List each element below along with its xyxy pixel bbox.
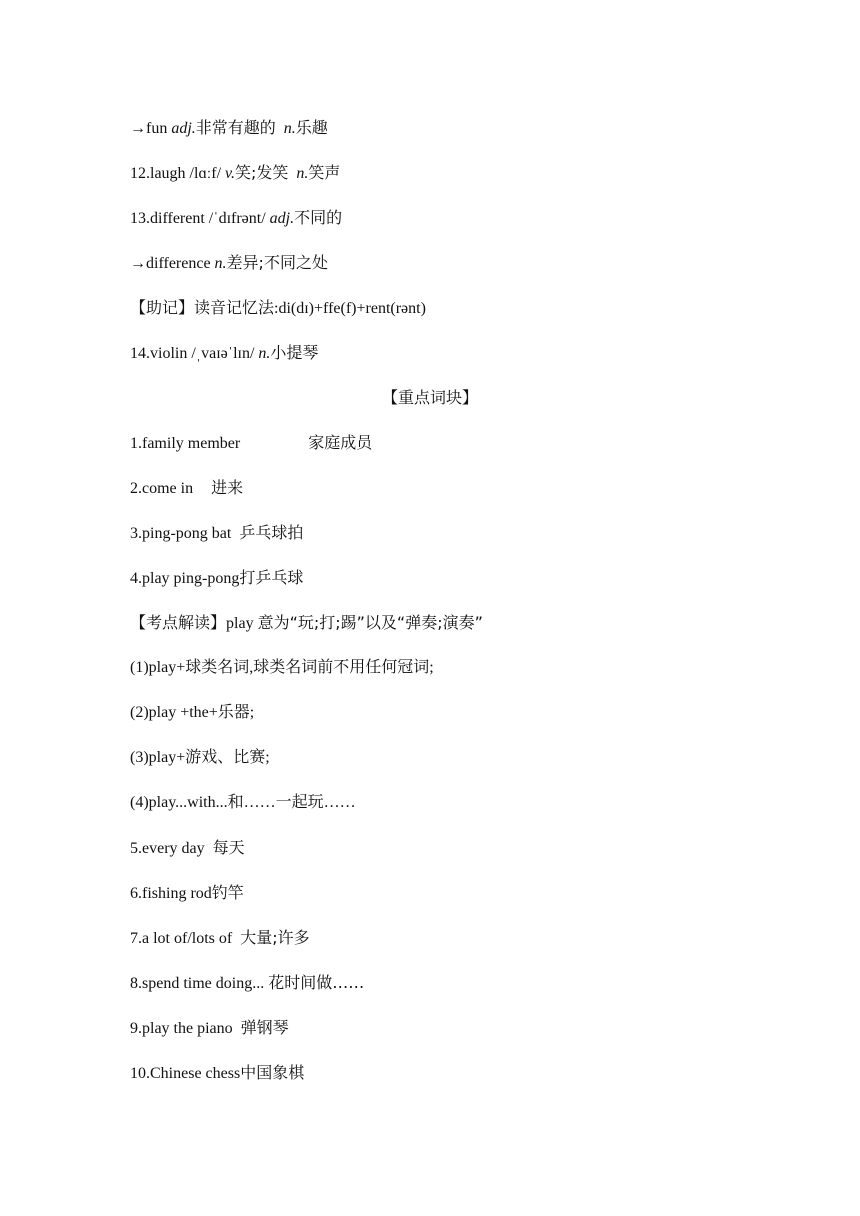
vocab-fun-pos-n: n. [283, 120, 296, 137]
phrase-8-cn: 花时间做…… [268, 973, 365, 992]
vocab-fun-word: →fun [130, 120, 172, 137]
vocab-laugh-word: 12.laugh /lɑːf/ [130, 165, 226, 182]
phrase-3 [130, 523, 303, 544]
vocab-fun-meaning-n: 乐趣 [295, 118, 328, 137]
phrase-1 [130, 433, 372, 454]
explain-head-en: play [226, 615, 258, 632]
explain-label: 【考点解读】 [130, 613, 227, 632]
phrase-10-en: 10.Chinese chess [130, 1065, 241, 1082]
phrase-2-en: 2.come in [130, 480, 194, 497]
phrase-5 [130, 838, 245, 859]
phrase-7-cn: 大量;许多 [240, 928, 310, 947]
vocab-laugh-pos-v: v. [225, 165, 235, 182]
explain-heading [130, 613, 483, 634]
vocab-different-meaning: 不同的 [294, 208, 343, 227]
phrase-1-cn: 家庭成员 [308, 433, 373, 452]
phrase-9-en: 9.play the piano [130, 1020, 233, 1037]
explain-rule-1: (1)play+球类名词,球类名词前不用任何冠词; [130, 659, 434, 676]
phrase-9-cn: 弹钢琴 [240, 1018, 289, 1037]
phrase-4-en: 4.play ping-pong [130, 570, 240, 587]
phrase-4-cn: 打乒乓球 [239, 568, 304, 587]
explain-head-cn: 意为“玩;打;踢”以及“弹奏;演奏” [257, 613, 483, 632]
phrase-5-cn: 每天 [212, 838, 245, 857]
vocab-fun-meaning-adj: 非常有趣的 [195, 118, 276, 137]
vocab-difference-pos: n. [214, 255, 227, 272]
phrase-3-cn: 乒乓球拍 [239, 523, 304, 542]
explain-rule-4: (4)play...with...和……一起玩…… [130, 794, 356, 811]
vocab-laugh-meaning-n: 笑声 [308, 163, 341, 182]
phrase-9 [130, 1018, 289, 1039]
phrase-2 [130, 478, 243, 499]
vocab-different-word: 13.different /ˈdɪfrənt/ [130, 210, 270, 227]
vocab-violin-pos: n. [258, 345, 271, 362]
vocab-different [130, 208, 342, 229]
phrase-4 [130, 568, 303, 589]
phrase-6-cn: 钓竿 [211, 883, 244, 902]
phrase-1-en: 1.family member [130, 435, 241, 452]
phrase-3-en: 3.ping-pong bat [130, 525, 232, 542]
vocab-fun-pos-adj: adj. [171, 120, 196, 137]
phrase-6 [130, 883, 244, 904]
phrase-5-en: 5.every day [130, 840, 205, 857]
phrase-8 [130, 973, 364, 994]
vocab-difference-word: →difference [130, 255, 215, 272]
vocab-violin [130, 343, 318, 364]
section-title-key-phrases: 【重点词块】 [381, 388, 478, 407]
explain-rule-3: (3)play+游戏、比赛; [130, 749, 270, 766]
phrase-8-en: 8.spend time doing... [130, 975, 265, 992]
phrase-7-en: 7.a lot of/lots of [130, 930, 233, 947]
vocab-fun [130, 118, 328, 139]
phrase-10 [130, 1063, 304, 1084]
mnemonic-label: 【助记】读音记忆法 [130, 298, 275, 317]
vocab-violin-word: 14.violin /ˌvaɪəˈlɪn/ [130, 345, 259, 362]
vocab-different-pos: adj. [269, 210, 295, 227]
vocab-laugh-meaning-v: 笑;发笑 [234, 163, 289, 182]
phrase-6-en: 6.fishing rod [130, 885, 212, 902]
mnemonic-note [130, 298, 426, 319]
phrase-7 [130, 928, 310, 949]
vocab-violin-meaning: 小提琴 [270, 343, 319, 362]
vocab-difference-meaning: 差异;不同之处 [226, 253, 328, 272]
mnemonic-text: :di(dɪ)+ffe(f)+rent(rənt) [274, 300, 426, 317]
phrase-2-cn: 进来 [211, 478, 244, 497]
explain-rule-2: (2)play +the+乐器; [130, 704, 255, 721]
vocab-laugh [130, 163, 340, 184]
vocab-difference [130, 253, 328, 274]
vocab-laugh-pos-n: n. [296, 165, 309, 182]
phrase-10-cn: 中国象棋 [240, 1063, 305, 1082]
